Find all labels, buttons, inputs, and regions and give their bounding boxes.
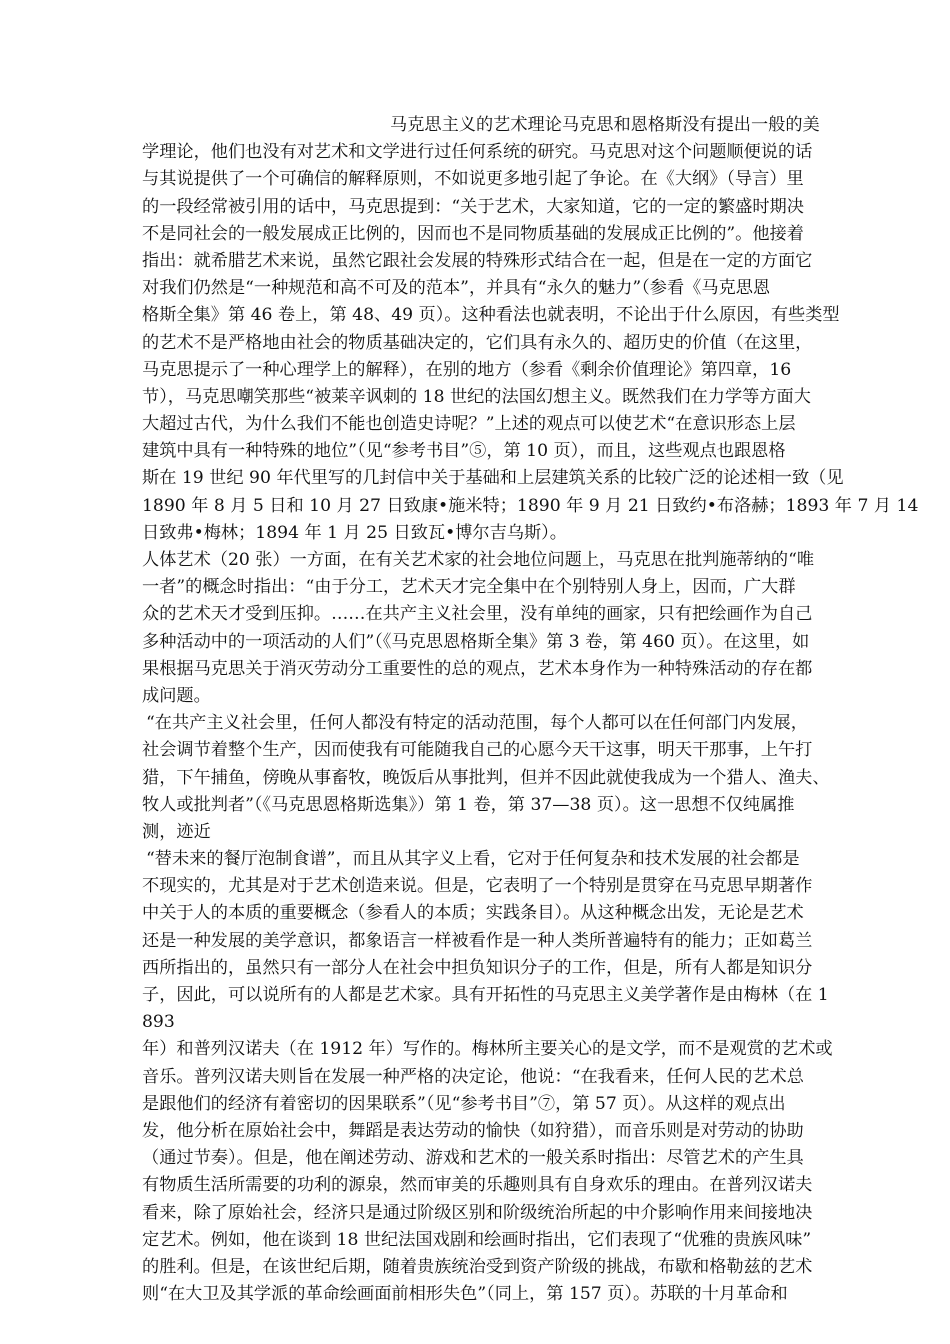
text-line: 的胜利。但是，在该世纪后期，随着贵族统治受到资产阶级的挑战，布歇和格勒兹的艺术	[142, 1256, 813, 1277]
document-body	[142, 112, 919, 1308]
text-line: 社会调节着整个生产，因而使我有可能随我自己的心愿今天干这事，明天干那事，上午打	[142, 740, 813, 761]
text-line: 发，他分析在原始社会中，舞蹈是表达劳动的愉快（如狩猎），而音乐则是对劳动的协助	[142, 1120, 804, 1141]
text-line: 众的艺术天才受到压抑。……在共产主义社会里，没有单纯的画家，只有把绘画作为自己	[142, 604, 813, 625]
text-line: 学理论，他们也没有对艺术和文学进行过任何系统的研究。马克思对这个问题顺便说的话	[142, 142, 813, 163]
text-line: （通过节奏）。但是，他在阐述劳动、游戏和艺术的一般关系时指出：尽管艺术的产生具	[142, 1148, 804, 1169]
text-line: 日致弗•梅林；1894 年 1 月 25 日致瓦•博尔吉乌斯）。	[142, 522, 567, 543]
text-line: 音乐。普列汉诺夫则旨在发展一种严格的决定论，他说：“在我看来，任何人民的艺术总	[142, 1066, 804, 1087]
text-line: 定艺术。例如，他在谈到 18 世纪法国戏剧和绘画时指出，它们表现了“优雅的贵族风味”	[142, 1229, 812, 1250]
text-line: 的艺术不是严格地由社会的物质基础决定的，它们具有永久的、超历史的价值（在这里，	[142, 332, 813, 353]
text-line: 不是同社会的一般发展成正比例的，因而也不是同物质基础的发展成正比例的”。他接着	[142, 223, 804, 244]
text-line: 还是一种发展的美学意识，都象语言一样被看作是一种人类所普遍特有的能力；正如葛兰	[142, 930, 813, 951]
text-line: 斯在 19 世纪 90 年代里写的几封信中关于基础和上层建筑关系的比较广泛的论述相一致（见	[142, 468, 844, 489]
text-line: 子，因此，可以说所有的人都是艺术家。具有开拓性的马克思主义美学著作是由梅林（在 1	[142, 985, 829, 1005]
text-line: 是跟他们的经济有着密切的因果联系”（见“参考书目”⑦，第 57 页）。从这样的观点出	[142, 1093, 786, 1114]
text-line: 猎，下午捕鱼，傍晚从事畜牧，晚饭后从事批判，但并不因此就使我成为一个猎人、渔夫、	[142, 767, 830, 788]
text-line: 年）和普列汉诺夫（在 1912 年）写作的。梅林所主要关心的是文学，而不是观赏的艺术或	[142, 1039, 833, 1060]
text-line: “在共产主义社会里，任何人都没有特定的活动范围，每个人都可以在任何部门内发展，	[146, 713, 808, 734]
text-line: 有物质生活所需要的功利的源泉，然而审美的乐趣则具有自身欢乐的理由。在普列汉诺夫	[142, 1175, 813, 1196]
text-line: 测，迹近	[142, 821, 211, 842]
text-line: 不现实的，尤其是对于艺术创造来说。但是，它表明了一个特别是贯穿在马克思早期著作	[142, 876, 813, 897]
text-line: 建筑中具有一种特殊的地位”（见“参考书目”⑤，第 10 页），而且，这些观点也跟恩格	[142, 441, 786, 462]
text-line: 指出：就希腊艺术来说，虽然它跟社会发展的特殊形式结合在一起，但是在一定的方面它	[142, 250, 813, 271]
text-line: 的一段经常被引用的话中，马克思提到：“关于艺术，大家知道，它的一定的繁盛时期决	[142, 196, 804, 217]
text-line: 节），马克思嘲笑那些“被莱辛讽刺的 18 世纪的法国幻想主义。既然我们在力学等方面大	[142, 386, 811, 407]
text-line: 对我们仍然是“一种规范和高不可及的范本”，并具有“永久的魅力”（参看《马克思恩	[142, 278, 771, 299]
text-line: 果根据马克思关于消灭劳动分工重要性的总的观点，艺术本身作为一种特殊活动的存在都	[142, 658, 813, 679]
text-line: 大超过古代，为什么我们不能也创造史诗呢？”上述的观点可以使艺术“在意识形态上层	[142, 414, 796, 435]
text-line: 格斯全集》第 46 卷上，第 48、49 页）。这种看法也就表明，不论出于什么原因，有些类型	[142, 305, 840, 326]
text-line: 牧人或批判者”（《马克思恩格斯选集》）第 1 卷，第 37—38 页）。这一思想不仅纯属推	[142, 794, 795, 815]
text-line: 中关于人的本质的重要概念（参看人的本质；实践条目）。从这种概念出发，无论是艺术	[142, 903, 804, 924]
text-line: 马克思提示了一种心理学上的解释），在别的地方（参看《剩余价值理论》第四章，16	[142, 359, 792, 380]
text-line: 与其说提供了一个可确信的解释原则，不如说更多地引起了争论。在《大纲》（导言）里	[142, 169, 804, 190]
text-line: 1890 年 8 月 5 日和 10 月 27 日致康•施米特；1890 年 9 月 21 日致约•布洛赫；1893 年 7 月 14	[142, 495, 919, 516]
text-line: 看来，除了原始社会，经济只是通过阶级区别和阶级统治所起的中介影响作用来间接地决	[142, 1202, 813, 1223]
text-line: 一者”的概念时指出：“由于分工，艺术天才完全集中在个别特别人身上，因而，广大群	[142, 577, 796, 598]
text-line: 马克思主义的艺术理论马克思和恩格斯没有提出一般的美	[390, 115, 820, 135]
text-line: 多种活动中的一项活动的人们”（《马克思恩格斯全集》第 3 卷，第 460 页）。在这里，如	[142, 631, 810, 652]
text-line: “替未来的餐厅泡制食谱”，而且从其字义上看，它对于任何复杂和技术发展的社会都是	[146, 849, 800, 870]
text-line: 人体艺术（20 张）一方面，在有关艺术家的社会地位问题上，马克思在批判施蒂纳的“唯	[142, 550, 815, 570]
text-line: 893	[142, 1012, 175, 1033]
text-line: 成问题。	[142, 685, 211, 706]
text-line: 则“在大卫及其学派的革命绘画面前相形失色”（同上，第 157 页）。苏联的十月革命和	[142, 1284, 788, 1305]
text-line: 西所指出的，虽然只有一部分人在社会中担负知识分子的工作，但是，所有人都是知识分	[142, 957, 813, 978]
